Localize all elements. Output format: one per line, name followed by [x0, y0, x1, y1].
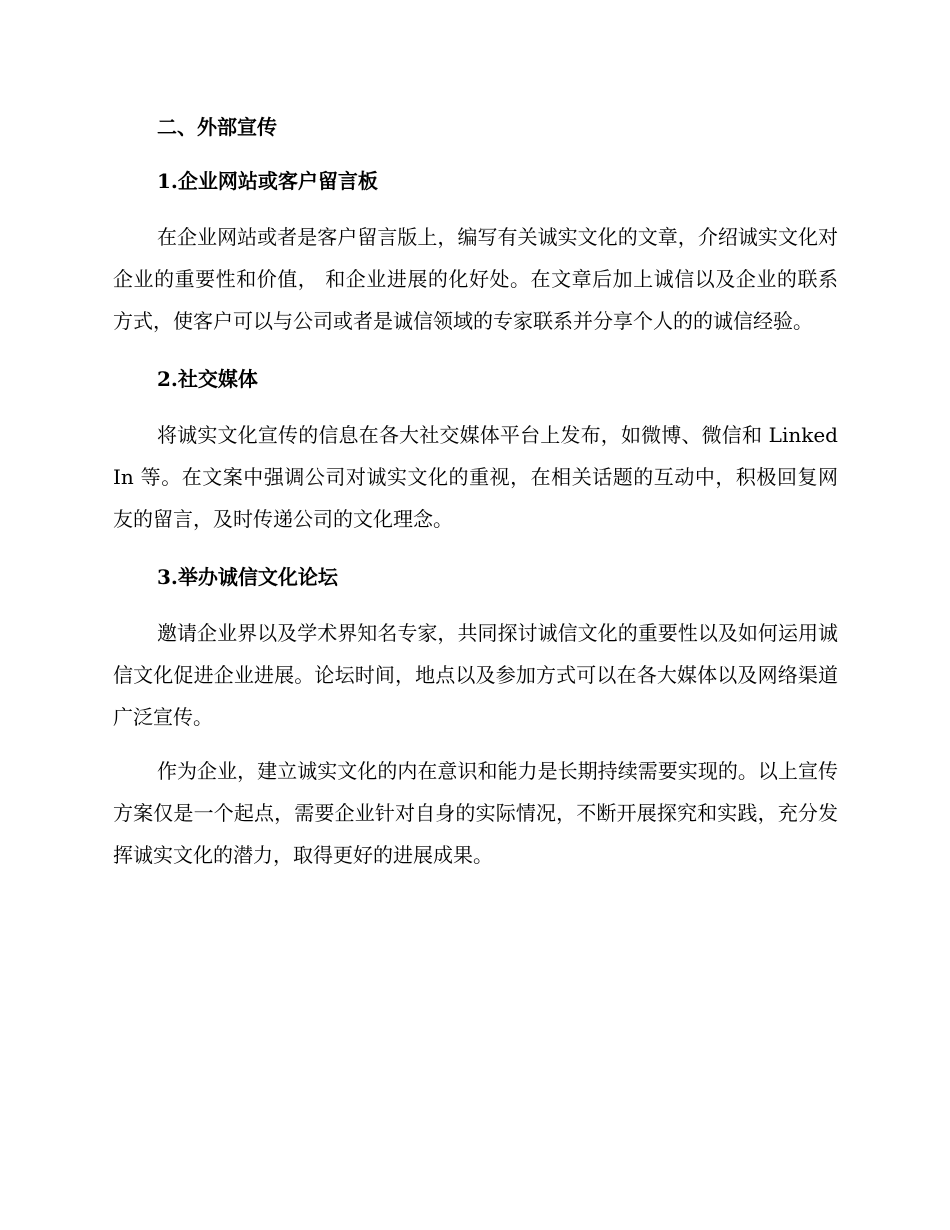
paragraph-conclusion: 作为企业，建立诚实文化的内在意识和能力是长期持续需要实现的。以上宣传方案仅是一个起点，需要企业针对自身的实际情况，不断开展探究和实践，充分发挥诚实文化的潜力，取得更好的进展成果。 — [113, 759, 838, 867]
section-heading: 二、外部宣传 — [157, 115, 277, 139]
item-heading-website: 1.企业网站或客户留言板 — [157, 169, 378, 193]
item-heading-social-media: 2.社交媒体 — [157, 367, 258, 391]
paragraph-social-media: 将诚实文化宣传的信息在各大社交媒体平台上发布，如微博、微信和 LinkedIn 等。在文案中强调公司对诚实文化的重视，在相关话题的互动中，积极回复网友的留言，及时传递公司的文化理念。 — [113, 423, 838, 531]
item-heading-forum: 3.举办诚信文化论坛 — [157, 565, 338, 589]
document-body — [113, 110, 838, 876]
paragraph-forum: 邀请企业界以及学术界知名专家，共同探讨诚信文化的重要性以及如何运用诚信文化促进企业进展。论坛时间，地点以及参加方式可以在各大媒体以及网络渠道广泛宣传。 — [113, 621, 838, 729]
paragraph-website: 在企业网站或者是客户留言版上，编写有关诚实文化的文章，介绍诚实文化对企业的重要性和价值， 和企业进展的化好处。在文章后加上诚信以及企业的联系方式，使客户可以与公司或者是诚信领域的专家联系并分享个人的的诚信经验。 — [113, 225, 838, 333]
